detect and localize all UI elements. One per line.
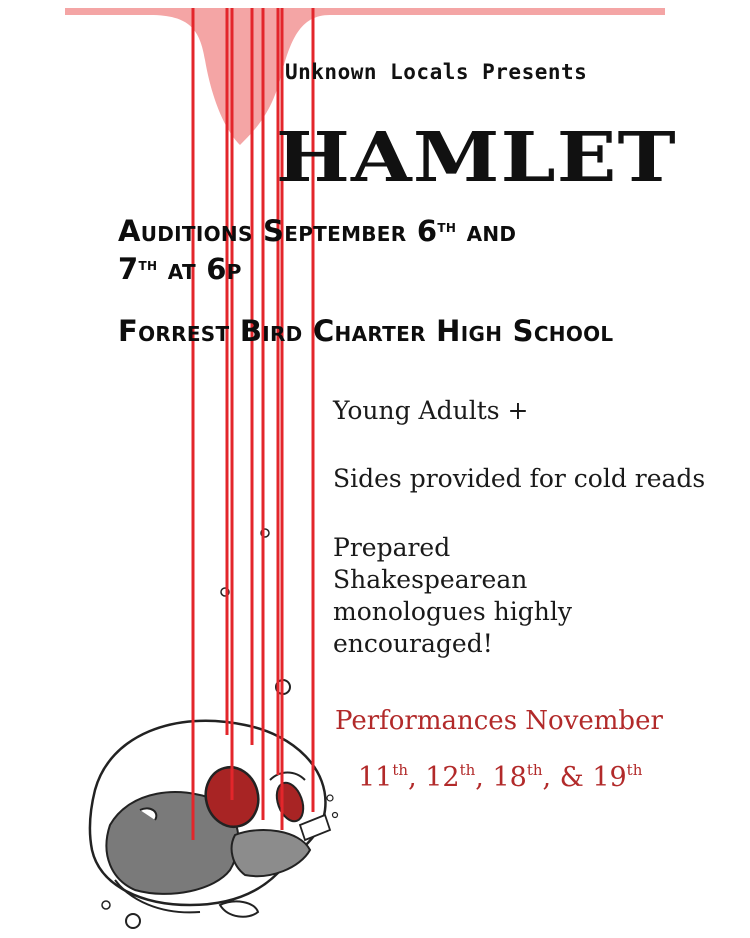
date-4-ordinal: th (626, 761, 643, 779)
date-3-ordinal: th (526, 761, 543, 779)
detail-sides: Sides provided for cold reads (333, 464, 706, 493)
presenter-line: Unknown Locals Presents (285, 60, 588, 84)
date-3: , 18 (475, 762, 527, 793)
auditions-line: Auditions September 6 (118, 214, 438, 248)
date-1-ordinal: th (392, 761, 409, 779)
auditions-day: 7 (118, 252, 139, 286)
auditions-day-ordinal: th (138, 255, 158, 275)
detail-age: Young Adults + (333, 396, 529, 425)
skull-icon (90, 529, 338, 928)
play-title: HAMLET (276, 118, 677, 198)
detail-monologues: Prepared Shakespearean monologues highly encouraged! (333, 533, 572, 658)
performances-heading: Performances November (335, 706, 663, 736)
auditions-and: and (456, 214, 517, 248)
venue: Forrest Bird Charter High School (118, 314, 614, 348)
date-2: , 12 (408, 762, 460, 793)
auditions-ordinal: th (437, 217, 457, 237)
performance-dates (358, 762, 750, 793)
date-2-ordinal: th (459, 761, 476, 779)
date-4: , & 19 (542, 762, 627, 793)
date-1: 11 (358, 762, 393, 793)
auditions-time: at 6p (157, 252, 242, 286)
auditions-info (118, 212, 678, 288)
